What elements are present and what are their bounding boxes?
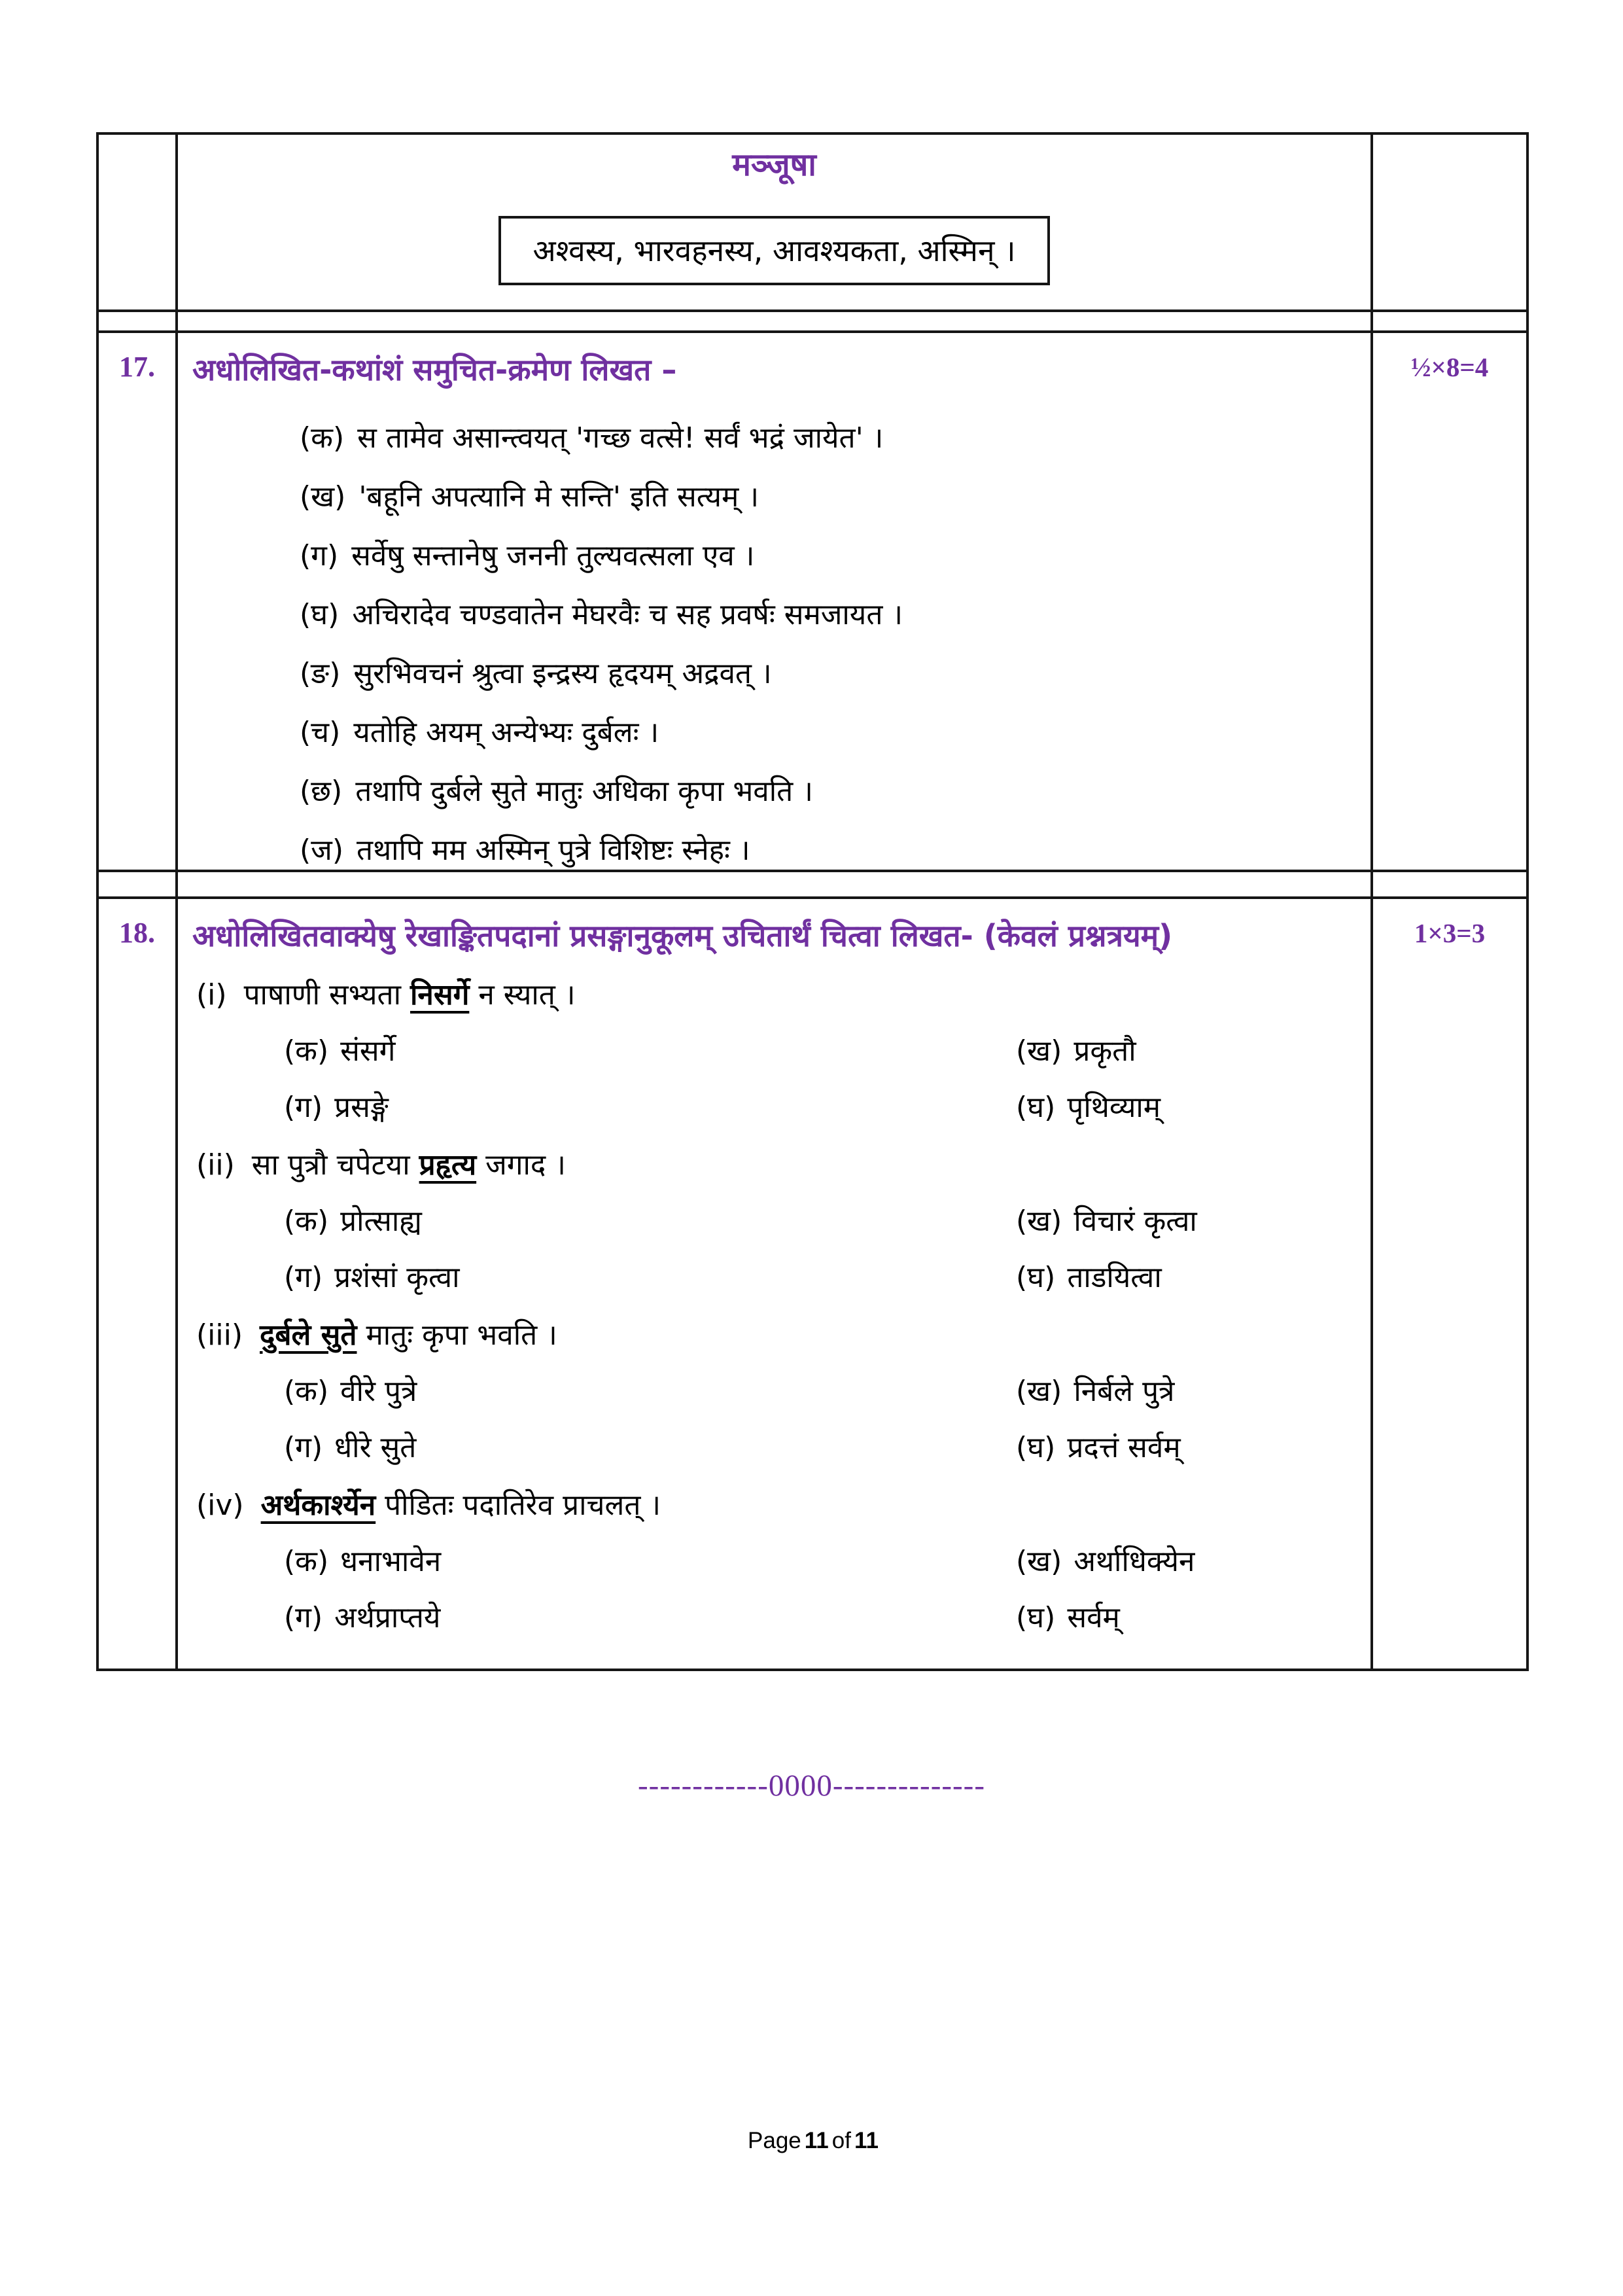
options-row <box>192 1599 1359 1637</box>
option <box>1016 1599 1359 1637</box>
subquestion-stem <box>192 976 1359 1014</box>
question-17-prompt: अधोलिखित-कथांशं समुचित-क्रमेण लिखत – <box>192 352 677 387</box>
option <box>284 1429 1016 1467</box>
option-label: (घ) <box>1016 1601 1056 1634</box>
option-text: वीरे पुत्रे <box>340 1375 417 1408</box>
option-text: पृथिव्याम् <box>1067 1091 1161 1124</box>
total-page-number: 11 <box>854 2128 879 2153</box>
subquestion-stem <box>192 1316 1359 1354</box>
item-text: तथापि मम अस्मिन् पुत्रे विशिष्टः स्नेहः । <box>356 834 750 867</box>
list-item <box>192 596 1359 634</box>
option <box>284 1599 1016 1637</box>
question-17-number: 17. <box>97 332 177 871</box>
stem-pre: पाषाणी सभ्यता <box>243 978 411 1012</box>
stem-post: पीडितः पदातिरेव प्राचलत् । <box>375 1489 661 1522</box>
option-text: संसर्गे <box>340 1034 396 1068</box>
option-label: (घ) <box>1016 1431 1056 1464</box>
spacer-cell <box>1372 871 1527 898</box>
option-label: (ग) <box>284 1091 323 1124</box>
current-page-number: 11 <box>804 2128 829 2153</box>
list-item <box>192 832 1359 870</box>
option-label: (ख) <box>1016 1205 1062 1238</box>
spacer-cell <box>177 311 1372 332</box>
item-label: (ङ) <box>300 657 341 690</box>
option-label: (घ) <box>1016 1091 1056 1124</box>
question-18-number: 18. <box>97 898 177 1670</box>
option-text: धीरे सुते <box>334 1431 417 1464</box>
subquestion-iii <box>192 1316 1359 1467</box>
question-18-content <box>177 898 1372 1670</box>
item-label: (छ) <box>300 775 343 808</box>
option <box>1016 1259 1359 1297</box>
option <box>284 1259 1016 1297</box>
manjusha-title: मञ्जूषा <box>732 147 816 183</box>
item-label: (ख) <box>300 480 346 514</box>
manjusha-row <box>97 133 1527 311</box>
manjusha-word-box: अश्वस्य, भारवहनस्य, आवश्यकता, अस्मिन् । <box>498 216 1049 285</box>
question-17-marks: ½×8=4 <box>1372 332 1527 871</box>
option-label: (ग) <box>284 1601 323 1634</box>
item-text: सर्वेषु सन्तानेषु जननी तुल्यवत्सला एव । <box>351 539 755 573</box>
option-label: (क) <box>284 1375 329 1408</box>
options-row <box>192 1373 1359 1411</box>
option <box>1016 1089 1359 1127</box>
item-text: तथापि दुर्बले सुते मातुः अधिका कृपा भवति । <box>355 775 813 808</box>
option-label: (क) <box>284 1205 329 1238</box>
option-label: (ख) <box>1016 1375 1062 1408</box>
options-row <box>192 1259 1359 1297</box>
option-text: प्रोत्साह्य <box>340 1205 422 1238</box>
list-item <box>192 714 1359 752</box>
option <box>1016 1543 1359 1581</box>
stem-text <box>260 1316 557 1354</box>
of-label: of <box>831 2128 851 2153</box>
manjusha-content-cell <box>177 133 1372 311</box>
options-row <box>192 1089 1359 1127</box>
subquestion-label: (i) <box>196 978 227 1012</box>
item-text: यतोहि अयम् अन्येभ्यः दुर्बलः । <box>353 716 659 749</box>
option <box>284 1373 1016 1411</box>
item-label: (च) <box>300 716 341 749</box>
options-row <box>192 1203 1359 1241</box>
option <box>1016 1373 1359 1411</box>
spacer-cell <box>1372 311 1527 332</box>
underlined-word: प्रहृत्य <box>419 1148 477 1182</box>
item-text: सुरभिवचनं श्रुत्वा इन्द्रस्य हृदयम् अद्रवत् । <box>353 657 772 690</box>
option-text: अर्थप्राप्तये <box>334 1601 441 1634</box>
subquestion-iv <box>192 1487 1359 1637</box>
option <box>284 1089 1016 1127</box>
subquestion-label: (iv) <box>196 1489 244 1522</box>
list-item <box>192 773 1359 811</box>
underlined-word: निसर्गे <box>410 978 470 1012</box>
options-row <box>192 1033 1359 1070</box>
option-text: धनाभावेन <box>340 1545 442 1578</box>
question-18-row <box>97 898 1527 1670</box>
question-17-content <box>177 332 1372 871</box>
option <box>1016 1203 1359 1241</box>
item-text: स तामेव असान्त्वयत् 'गच्छ वत्से! सर्वं भद्रं जायेत' । <box>357 421 884 455</box>
option-text: प्रशंसां कृत्वा <box>334 1261 460 1294</box>
spacer-cell <box>97 311 177 332</box>
option <box>284 1033 1016 1070</box>
option-text: निर्बले पुत्रे <box>1073 1375 1175 1408</box>
stem-text <box>244 976 576 1014</box>
option <box>1016 1033 1359 1070</box>
stem-post: मातुः कृपा भवति । <box>357 1318 557 1352</box>
list-item <box>192 478 1359 516</box>
option-text: अर्थाधिक्येन <box>1073 1545 1195 1578</box>
page-label: Page <box>748 2128 801 2153</box>
item-label: (घ) <box>300 598 340 631</box>
subquestion-label: (ii) <box>196 1148 235 1182</box>
option <box>1016 1429 1359 1467</box>
options-row <box>192 1543 1359 1581</box>
option-text: विचारं कृत्वा <box>1073 1205 1197 1238</box>
option <box>284 1203 1016 1241</box>
item-label: (ज) <box>300 834 343 867</box>
spacer-cell <box>97 871 177 898</box>
stem-pre: सा पुत्रौ चपेटया <box>251 1148 419 1182</box>
list-item <box>192 419 1359 457</box>
question-17-items <box>192 419 1359 870</box>
stem-post: न स्यात् । <box>469 978 576 1012</box>
item-text: अचिरादेव चण्डवातेन मेघरवैः च सह प्रवर्षः समजायत । <box>352 598 903 631</box>
question-table <box>96 132 1529 1671</box>
option-label: (ख) <box>1016 1545 1062 1578</box>
options-row <box>192 1429 1359 1467</box>
subquestion-stem <box>192 1487 1359 1525</box>
underlined-word: अर्थकार्श्येन <box>260 1489 376 1522</box>
list-item <box>192 655 1359 693</box>
subquestion-stem <box>192 1146 1359 1184</box>
option-label: (क) <box>284 1034 329 1068</box>
stem-text <box>252 1146 566 1184</box>
option-label: (ग) <box>284 1261 323 1294</box>
subquestion-i <box>192 976 1359 1127</box>
question-18-marks: 1×3=3 <box>1372 898 1527 1670</box>
option-label: (घ) <box>1016 1261 1056 1294</box>
option-text: प्रसङ्गे <box>334 1091 389 1124</box>
page-footer <box>0 2128 1623 2154</box>
option-text: प्रदत्तं सर्वम् <box>1067 1431 1181 1464</box>
manjusha-number-cell <box>97 133 177 311</box>
spacer-cell <box>177 871 1372 898</box>
question-17-row <box>97 332 1527 871</box>
option-text: सर्वम् <box>1067 1601 1120 1634</box>
spacer-row-1 <box>97 311 1527 332</box>
item-label: (ग) <box>300 539 339 573</box>
option <box>284 1543 1016 1581</box>
underlined-word: दुर्बले सुते <box>260 1318 357 1352</box>
option-text: प्रकृतौ <box>1073 1034 1136 1068</box>
option-text: ताडयित्वा <box>1067 1261 1162 1294</box>
manjusha-marks-cell <box>1372 133 1527 311</box>
item-label: (क) <box>300 421 345 455</box>
list-item <box>192 537 1359 575</box>
option-label: (ग) <box>284 1431 323 1464</box>
subquestion-label: (iii) <box>196 1318 243 1352</box>
item-text: 'बहूनि अपत्यानि मे सन्ति' इति सत्यम् । <box>358 480 759 514</box>
stem-post: जगाद । <box>476 1148 566 1182</box>
stem-text <box>261 1487 661 1525</box>
option-label: (क) <box>284 1545 329 1578</box>
end-separator: ------------0000-------------- <box>638 1769 985 1803</box>
spacer-row-2 <box>97 871 1527 898</box>
question-18-prompt: अधोलिखितवाक्येषु रेखाङ्कितपदानां प्रसङ्गानुकूलम् उचितार्थं चित्वा लिखत- (केवलं प्रश्नत्रयम्) <box>192 918 1173 953</box>
option-label: (ख) <box>1016 1034 1062 1068</box>
subquestion-ii <box>192 1146 1359 1297</box>
